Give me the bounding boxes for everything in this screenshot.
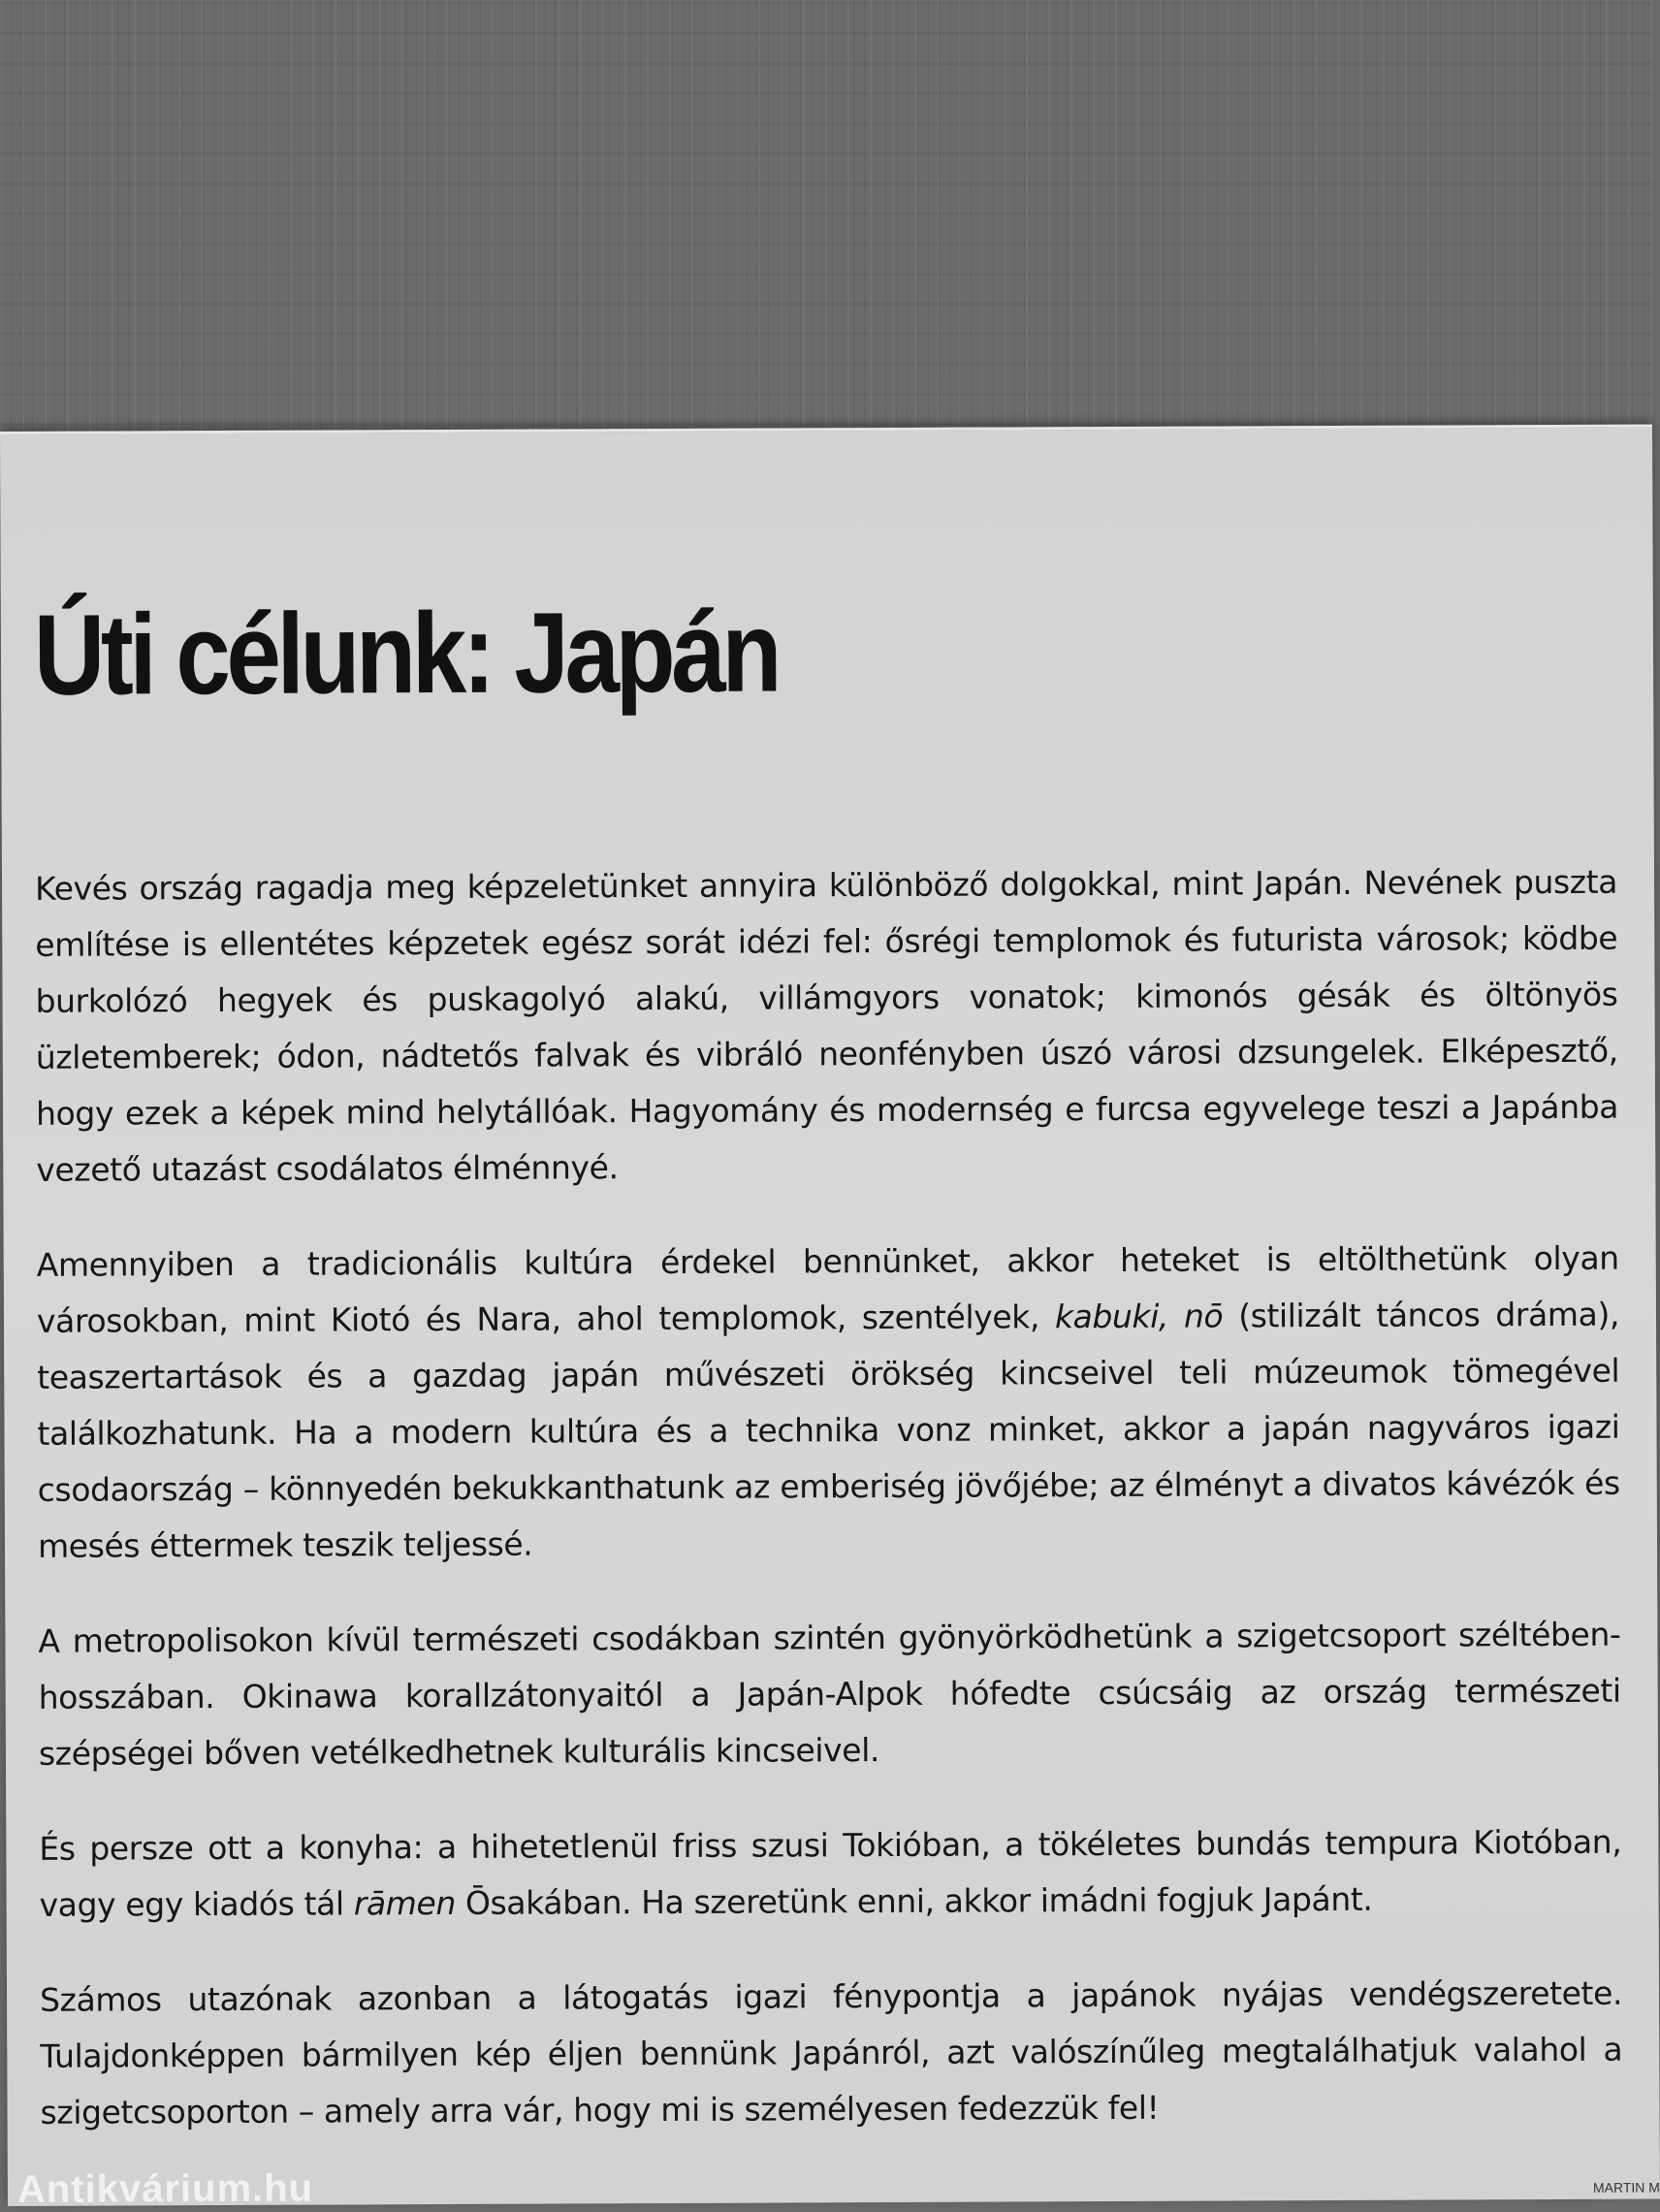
page-title: Úti célunk: Japán [33, 588, 779, 720]
body-text [35, 854, 1623, 2180]
paragraph-3: A metropolisokon kívül természeti csodákban szintén gyönyörködhetünk a szigetcsoport széltében-hosszában. Okinawa korallzátonyaitól a Japán-Alpok hófedte csúcsáig az ország természeti szépségei bőven vetélkedhetnek kulturális kincseivel. [38, 1615, 1621, 1773]
paragraph-2-part-1: Amennyiben a tradicionális kultúra érdekel bennünket, akkor heteket is eltölthetünk olyan városokban, mint Kiotó és Nara, ahol templomok, szentélyek, [36, 1238, 1619, 1340]
paragraph-2 [37, 1231, 1621, 1575]
paragraph-4-part-1: És persze ott a konyha: a hihetetlenül friss szusi Tokióban, a tökéletes bundás tempura Kiotóban, vagy egy kiadós tál [39, 1822, 1622, 1924]
backdrop-surface [0, 0, 1652, 456]
paragraph-5: Számos utazónak azonban a látogatás igazi fénypontja a japánok nyájas vendégszeretete. Tulajdonképpen bármilyen kép éljen bennünk Japánról, azt valószínűleg megtalálhatjuk valahol a szigetcsoporton – amely arra vár, hogy mi is személyesen fedezzük fel! [39, 1973, 1623, 2132]
book-page [0, 425, 1660, 2211]
paragraph-4 [39, 1814, 1621, 1934]
paragraph-2-italic: kabuki, nō [1054, 1297, 1224, 1336]
paragraph-2-part-2: (stilizált táncos dráma), teaszertartások és a gazdag japán művészeti örökség kincseivel teli múzeumok tömegével találkozhatunk. Ha a modern kultúra és a technika vonz minket, akkor a japán nagyváros igazi csodaország – könnyedén bekukkanthatunk az emberiség jövőjébe; az élményt a divatos kávézók és mesés éttermek teszik teljessé. [37, 1295, 1620, 1565]
paragraph-4-italic: rāmen [353, 1883, 457, 1923]
paragraph-1: Kevés ország ragadja meg képzeletünket annyira különböző dolgokkal, mint Japán. Nevének puszta említése is ellentétes képzetek egész sorát idézi fel: ősrégi templomok és futurista városok; ködbe burkolózó hegyek és puskagolyó alakú, villámgyors vonatok; kimonós gésák és öltönyös üzletemberek; ódon, nádtetős falvak és vibráló neonfényben úszó városi dzsungelek. Elképesztő, hogy ezek a képek mind helytállóak. Hagyomány és modernség e furcsa egyvelege teszi a Japánba vezető utazást csodálatos élménnyé. [34, 862, 1619, 1189]
footer-credit: MARTIN M [1592, 2179, 1660, 2196]
watermark-text: Antikvárium.hu [16, 2166, 314, 2211]
paragraph-4-part-2: Ōsakában. Ha szeretünk enni, akkor imádni fogjuk Japánt. [455, 1879, 1373, 1922]
